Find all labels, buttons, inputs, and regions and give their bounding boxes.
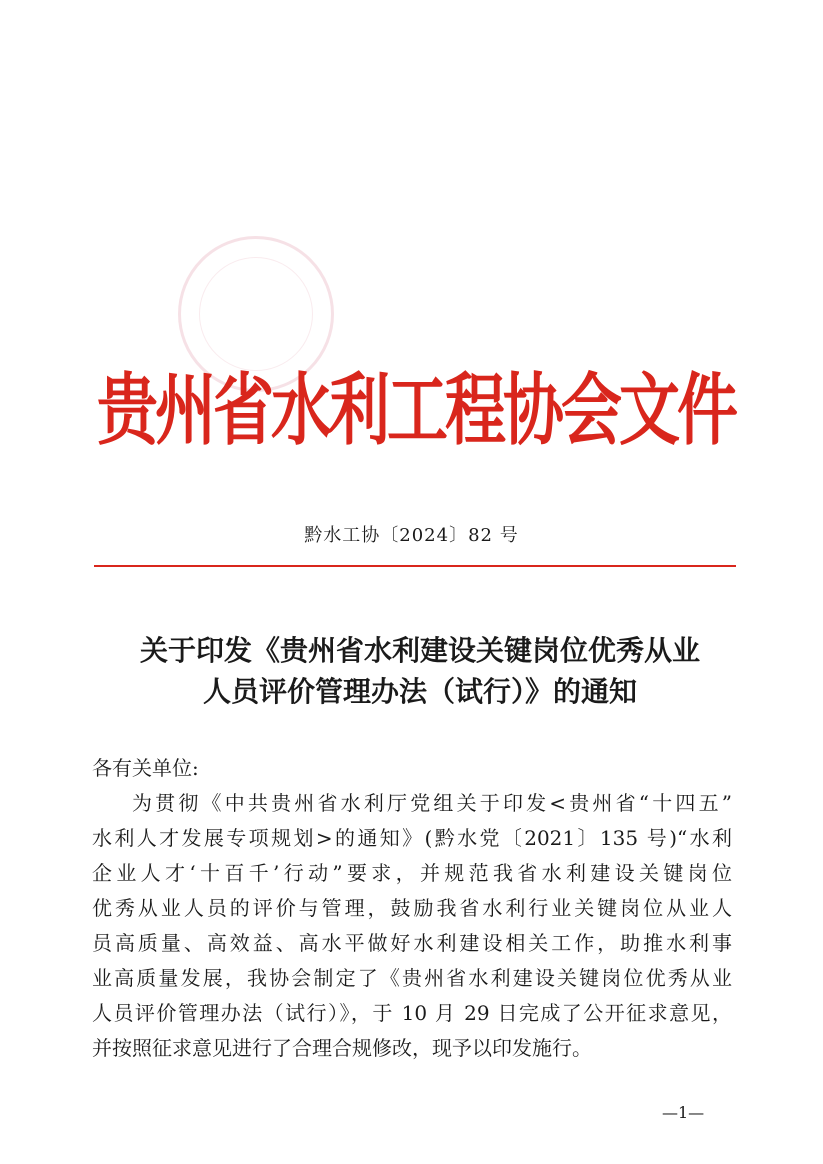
- title-line-1: 关于印发《贵州省水利建设关键岗位优秀从业: [139, 634, 700, 667]
- body-line: 企业人才‘十百千’行动”要求，并规范我省水利建设关键岗位: [92, 861, 732, 885]
- body-line: 业高质量发展，我协会制定了《贵州省水利建设关键岗位优秀从业: [92, 966, 732, 990]
- title-line-2: 人员评价管理办法（试行）》的通知: [202, 675, 637, 708]
- salutation: 各有关单位:: [92, 756, 199, 780]
- body-line: 优秀从业人员的评价与管理，鼓励我省水利行业关键岗位从业人: [92, 896, 732, 920]
- body-line: 为贯彻《中共贵州省水利厅党组关于印发<贵州省“十四五”: [132, 791, 732, 815]
- document-title: [70, 630, 770, 712]
- body-line: 水利人才发展专项规划>的通知》(黔水党〔2021〕135 号)“水利: [92, 826, 732, 850]
- page-number: —1—: [662, 1103, 705, 1122]
- body-paragraph: [92, 786, 732, 1066]
- document-masthead: 贵州省水利工程协会文件: [96, 365, 735, 457]
- body-line: 员高质量、高效益、高水平做好水利建设相关工作，助推水利事: [92, 931, 732, 955]
- body-line: 并按照征求意见进行了合理合规修改，现予以印发施行。: [92, 1036, 592, 1060]
- document-number: 黔水工协〔2024〕82 号: [304, 525, 519, 546]
- red-divider-line: [94, 565, 736, 567]
- body-line: 人员评价管理办法（试行）》，于 10 月 29 日完成了公开征求意见，: [92, 1001, 732, 1025]
